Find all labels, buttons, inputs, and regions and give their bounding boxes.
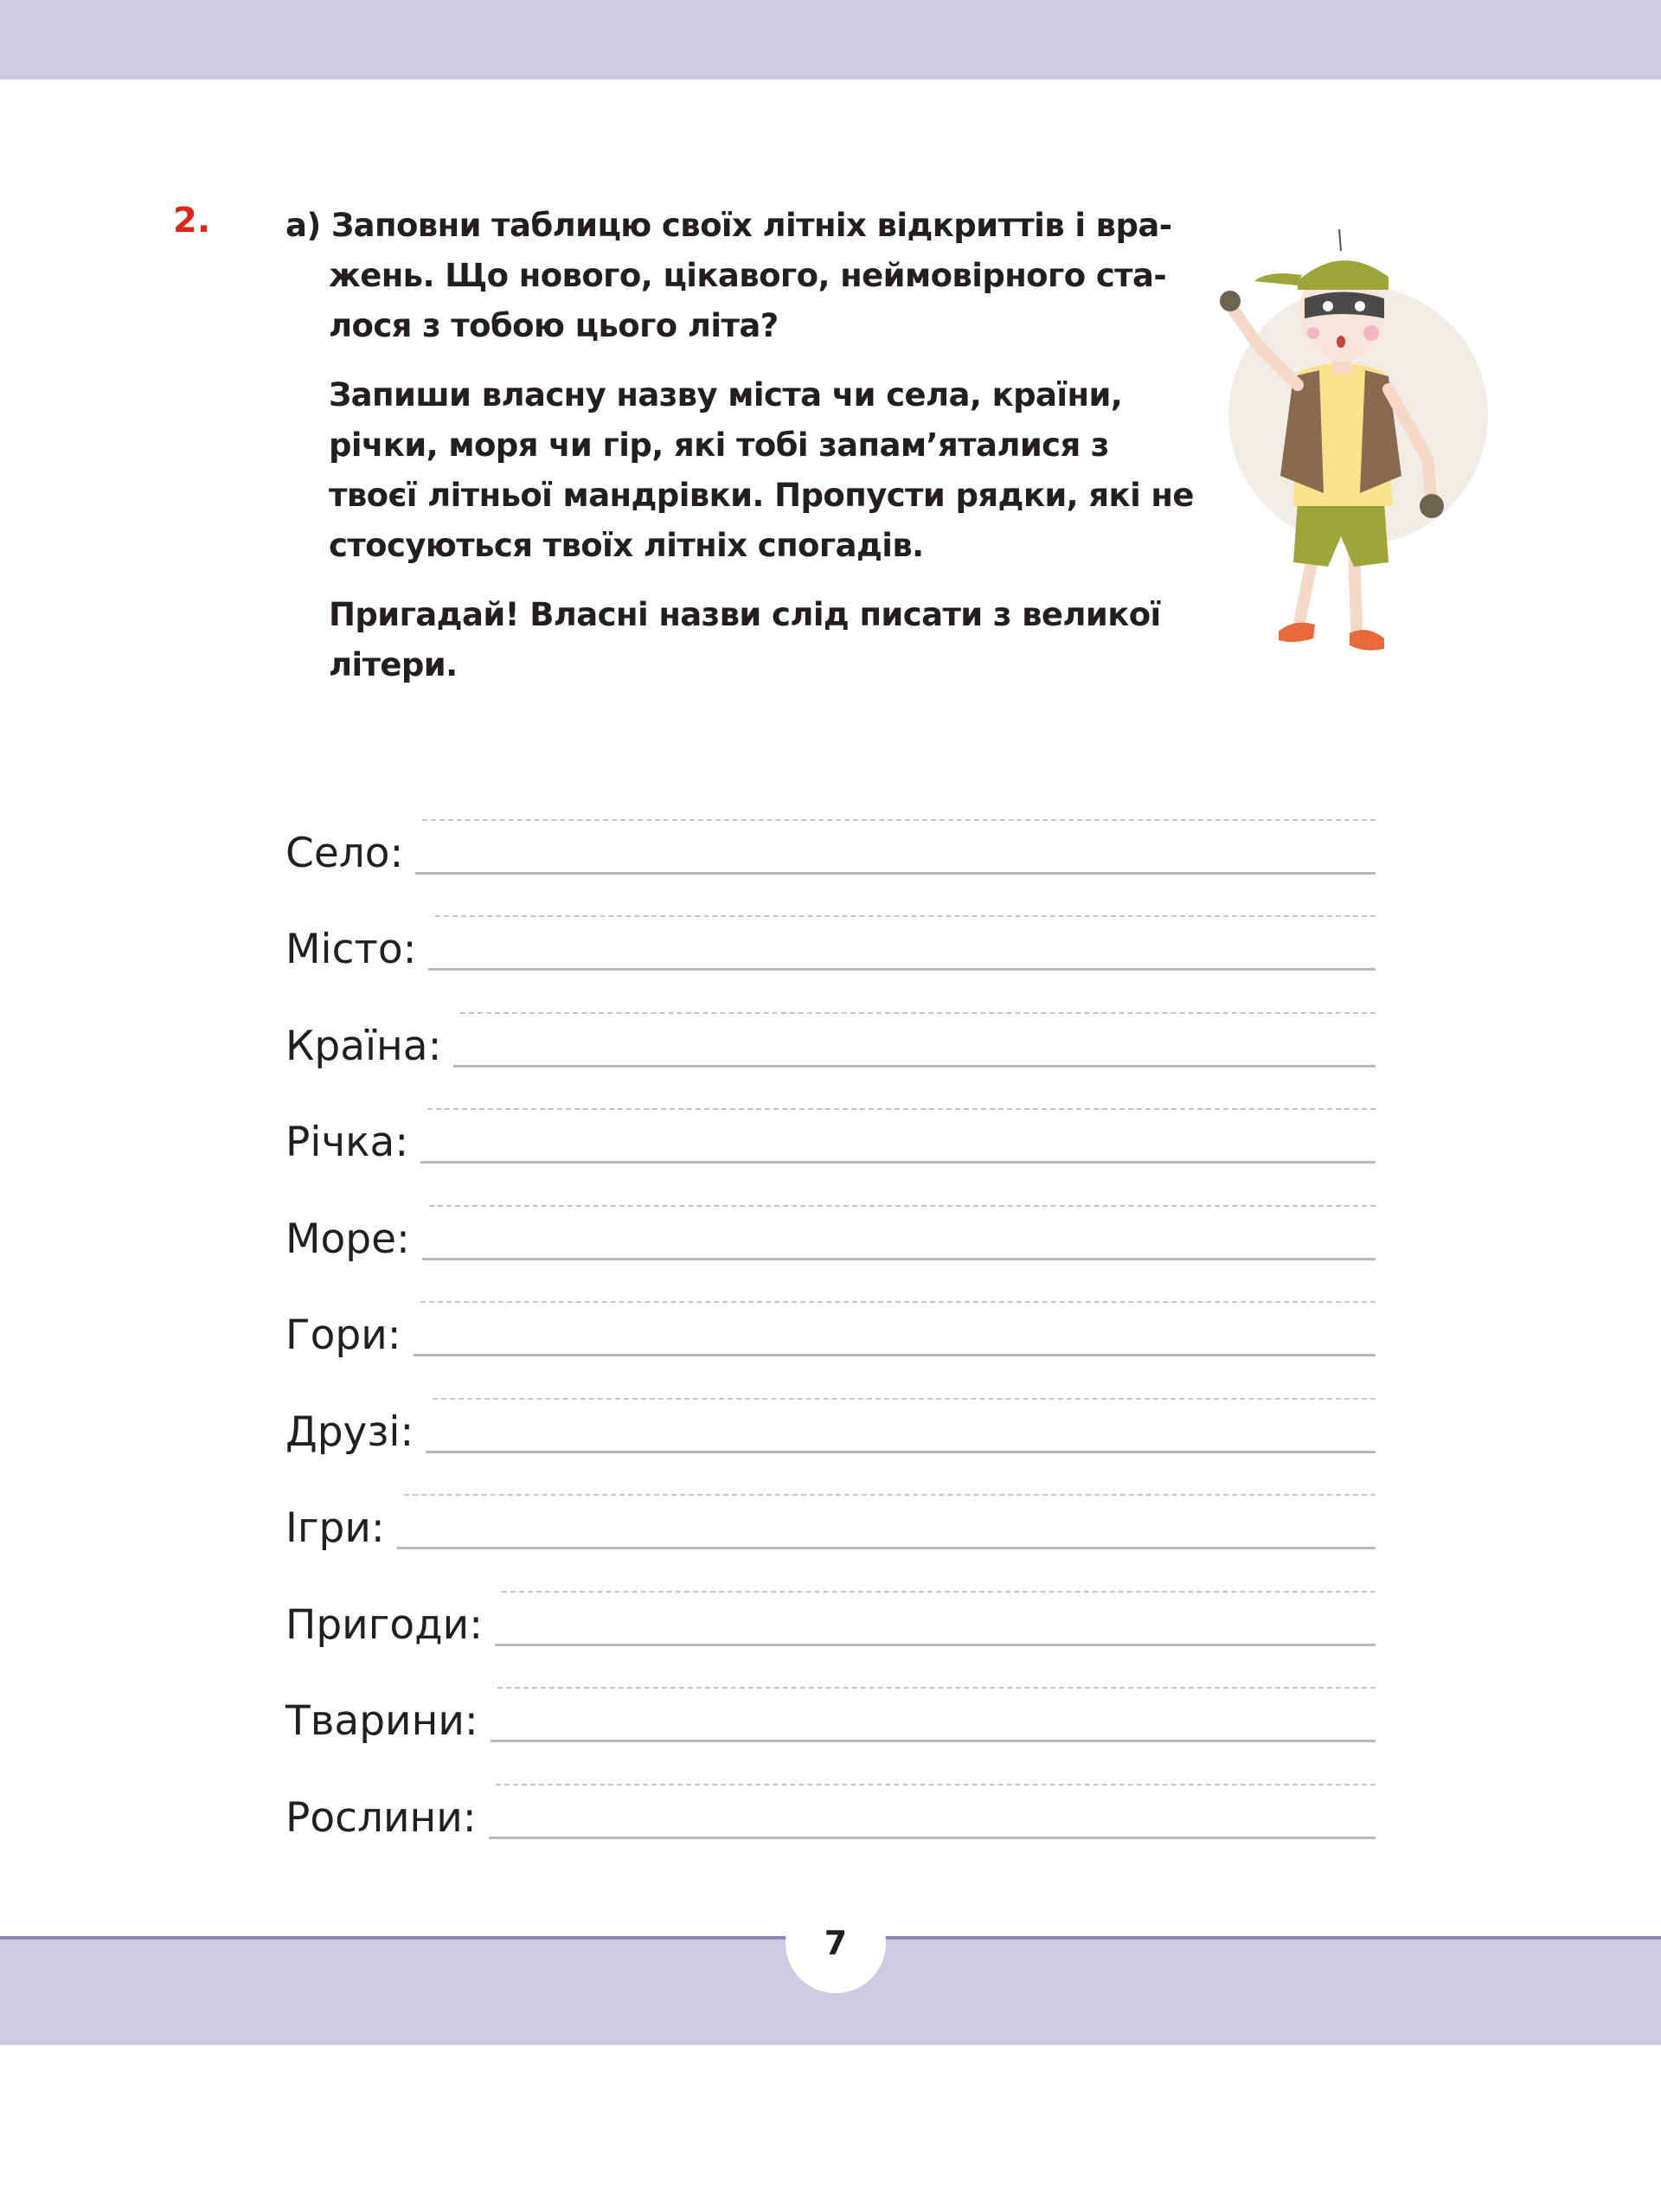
label-river: Річка:: [285, 1119, 409, 1166]
label-mountains: Гори:: [285, 1311, 401, 1359]
form-row-friends: [285, 1362, 1514, 1459]
task-instructions: [285, 201, 1194, 690]
form-row-sea: [285, 1169, 1514, 1266]
form-row-plants: [285, 1747, 1514, 1844]
top-band: [0, 0, 1661, 80]
label-animals: Тварини:: [285, 1697, 478, 1745]
input-country[interactable]: [453, 1021, 1376, 1073]
form-row-river: [285, 1073, 1514, 1170]
label-adventures: Пригоди:: [285, 1600, 484, 1649]
input-games[interactable]: [397, 1503, 1376, 1555]
page-number: 7: [786, 1893, 886, 1993]
label-country: Країна:: [285, 1022, 442, 1070]
task-intro: а) Заповни таблицю своїх літніх відкриттів і вра-жень. Що нового, цікавого, неймовірного ста-лося з тобою цього літа?: [285, 207, 1172, 344]
task-reminder: Пригадай! Власні назви слід писати з великої літери.: [329, 596, 1161, 683]
input-animals[interactable]: [491, 1696, 1376, 1747]
label-games: Ігри:: [285, 1504, 385, 1552]
input-mountains[interactable]: [414, 1310, 1376, 1362]
form-row-games: [285, 1459, 1514, 1555]
label-friends: Друзі:: [285, 1407, 414, 1456]
boy-character-illustration: [1211, 216, 1497, 683]
input-river[interactable]: [420, 1117, 1376, 1169]
form-row-village: [285, 783, 1514, 880]
input-adventures[interactable]: [495, 1600, 1376, 1651]
label-sea: Море:: [285, 1215, 410, 1263]
label-village: Село:: [285, 829, 404, 877]
input-village[interactable]: [415, 828, 1376, 880]
input-friends[interactable]: [426, 1407, 1376, 1459]
task-instruction: Запиши власну назву міста чи села, країни, річки, моря чи гір, які тобі запам’яталися з твоєї літньої мандрівки. Пропусти рядки, які не стосуються твоїх літніх спогадів.: [329, 376, 1194, 564]
form-row-adventures: [285, 1555, 1514, 1651]
input-city[interactable]: [428, 924, 1376, 976]
task-number: 2.: [173, 201, 211, 240]
label-plants: Рослини:: [285, 1793, 477, 1842]
form-row-city: [285, 880, 1514, 977]
label-city: Місто:: [285, 926, 417, 973]
form-row-country: [285, 976, 1514, 1073]
input-plants[interactable]: [489, 1792, 1376, 1844]
input-sea[interactable]: [422, 1214, 1376, 1266]
form-row-animals: [285, 1651, 1514, 1748]
summer-form: [285, 783, 1514, 1844]
form-row-mountains: [285, 1266, 1514, 1362]
